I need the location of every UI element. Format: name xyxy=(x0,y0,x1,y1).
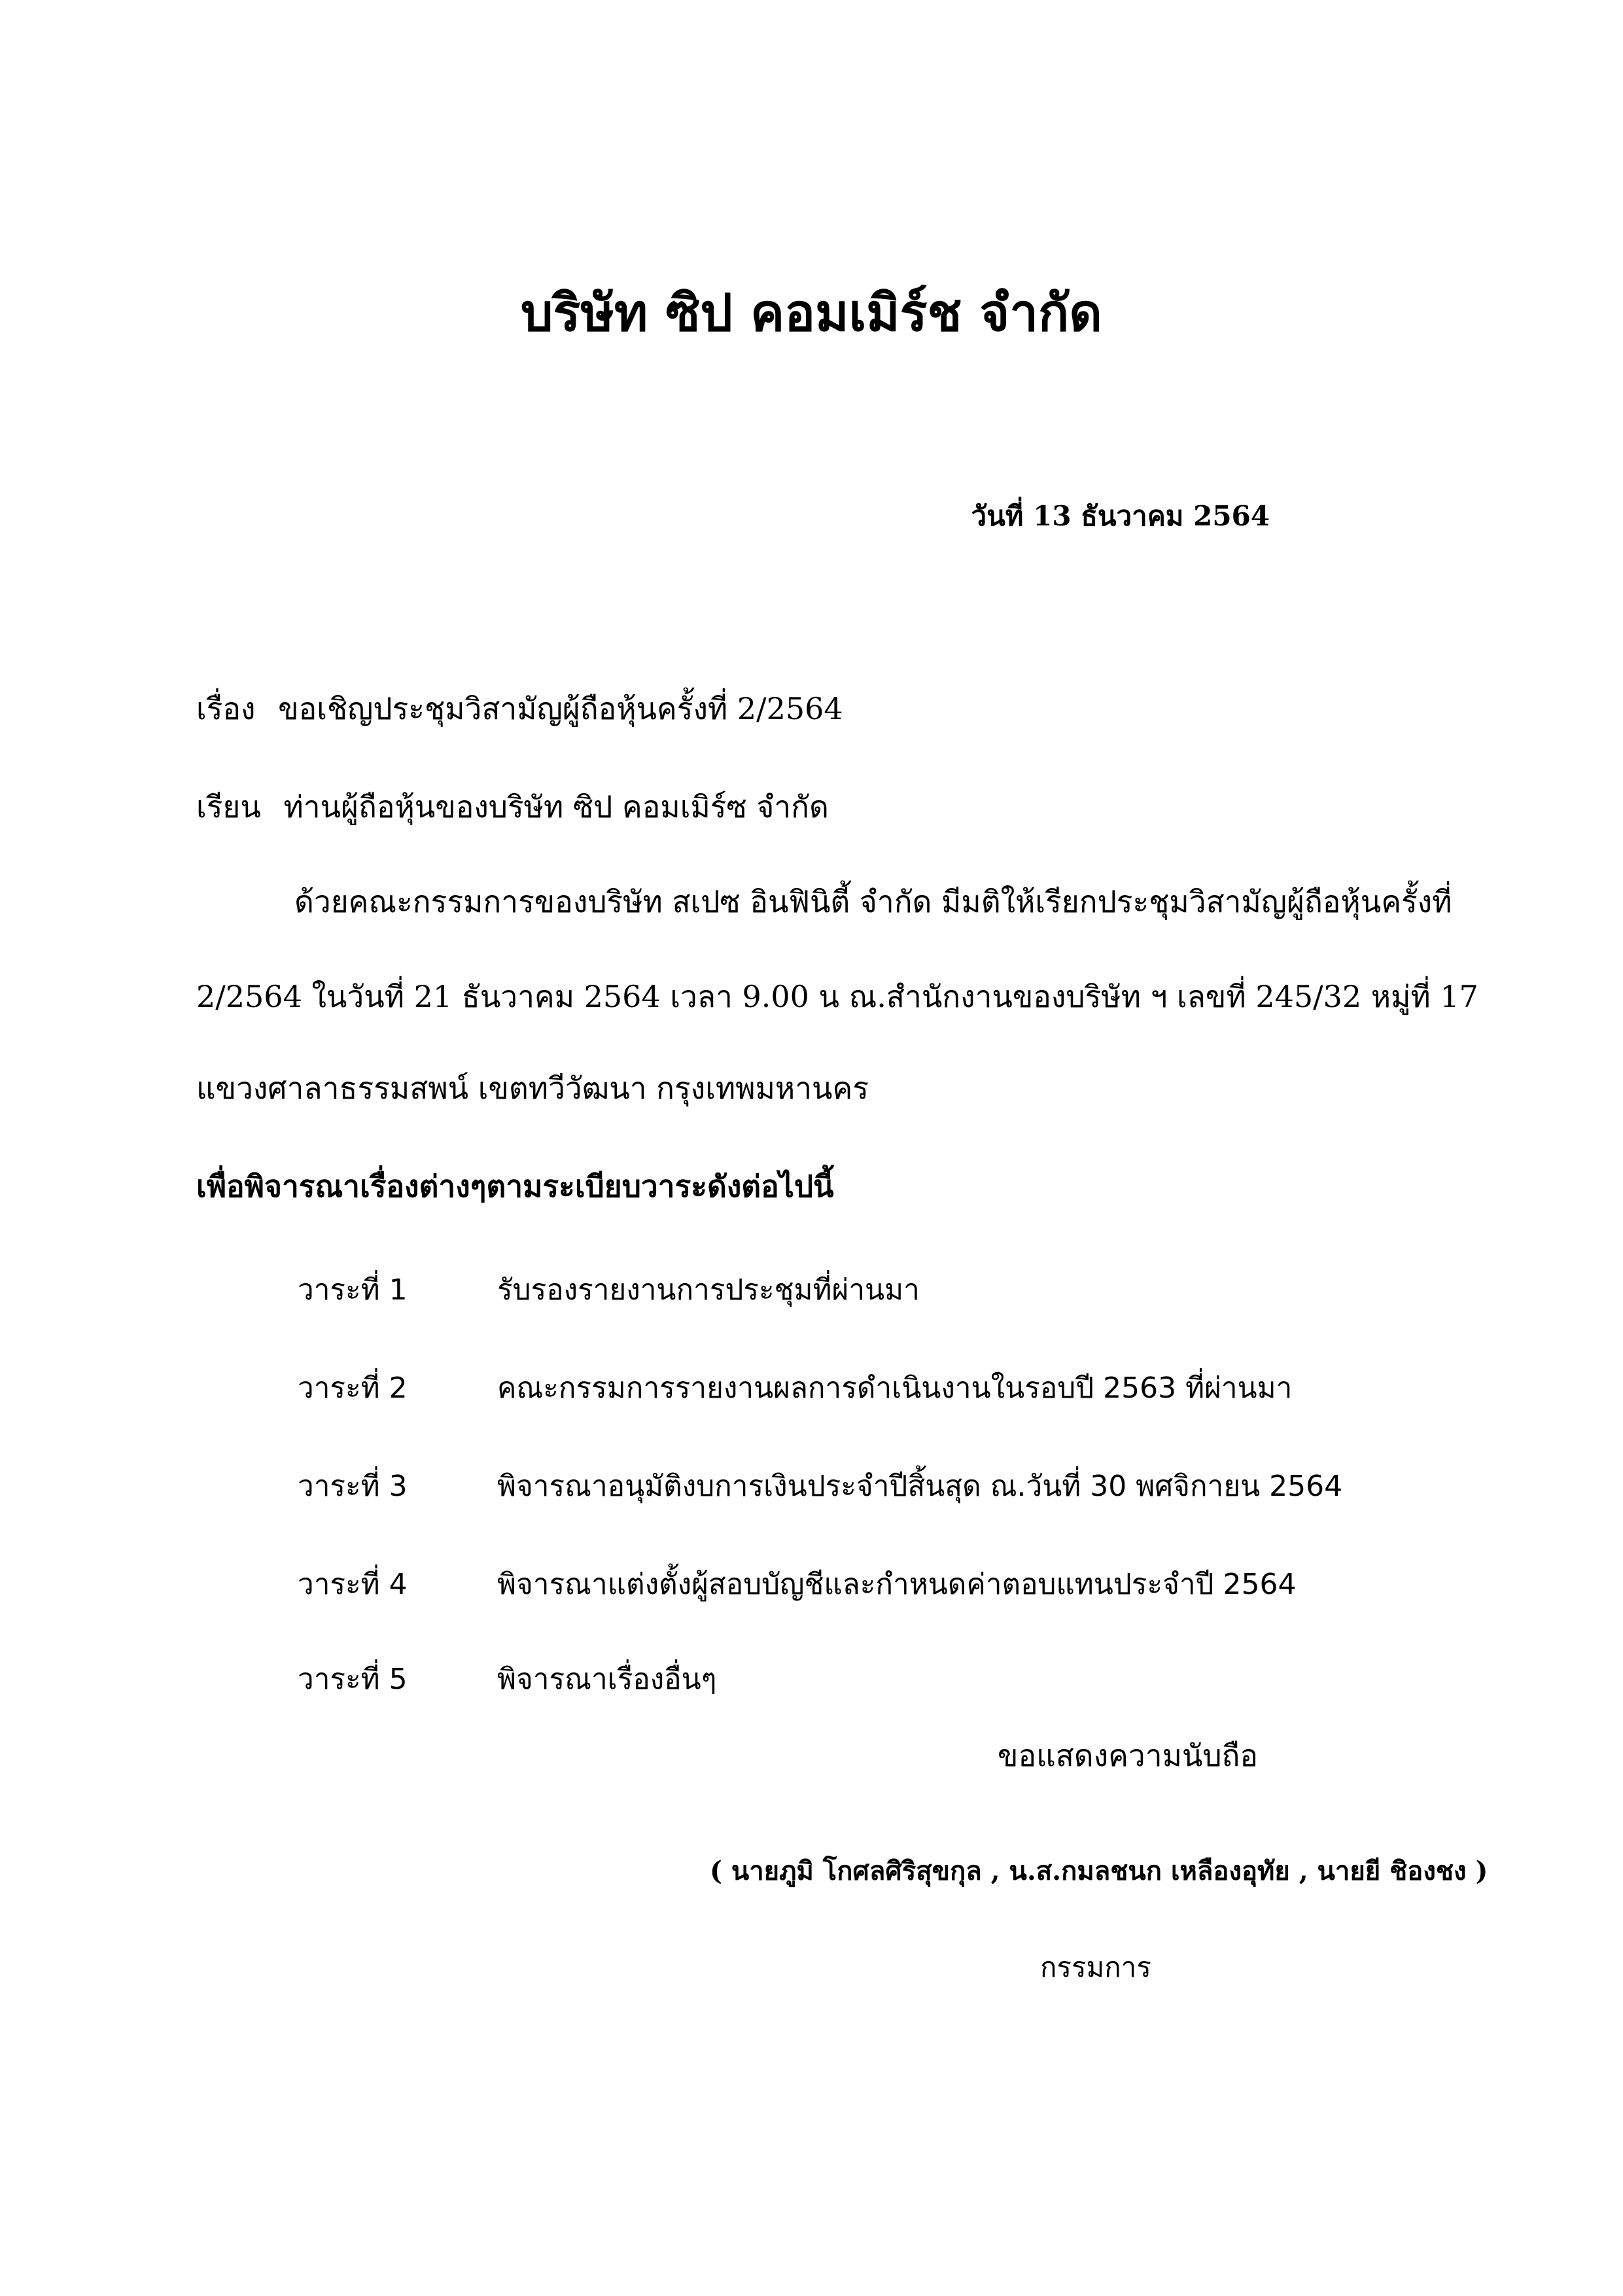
agenda-intro: เพื่อพิจารณาเรื่องต่างๆตามระเบียบวาระดังต่อไปนี้ xyxy=(196,1169,834,1204)
subject-text: ขอเชิญประชุมวิสามัญผู้ถือหุ้นครั้งที่ 2/2564 xyxy=(278,691,843,726)
recipient-text: ท่านผู้ถือหุ้นของบริษัท ซิป คอมเมิร์ซ จำกัด xyxy=(283,789,829,824)
body-paragraph-line-2: 2/2564 ในวันที่ 21 ธันวาคม 2564 เวลา 9.00 น ณ.สำนักงานของบริษัท ฯ เลขที่ 245/32 หมู่ที่ 17 xyxy=(196,979,1478,1014)
agenda-number: วาระที่ 4 xyxy=(298,1568,408,1601)
closing-salutation: ขอแสดงความนับถือ xyxy=(998,1738,1259,1773)
subject-label: เรื่อง xyxy=(196,691,256,726)
document-date: วันที่ 13 ธันวาคม 2564 xyxy=(971,500,1270,532)
recipient-label: เรียน xyxy=(196,789,261,824)
agenda-text: รับรองรายงานการประชุมที่ผ่านมา xyxy=(497,1273,920,1307)
body-paragraph-line-3: แขวงศาลาธรรมสพน์ เขตทวีวัฒนา กรุงเทพมหานคร xyxy=(196,1070,869,1106)
agenda-text: พิจารณาอนุมัติงบการเงินประจำปีสิ้นสุด ณ.วันที่ 30 พศจิกายน 2564 xyxy=(497,1470,1343,1503)
recipient-line xyxy=(196,789,829,824)
agenda-number: วาระที่ 3 xyxy=(298,1470,408,1503)
signer-position: กรรมการ xyxy=(1040,1951,1151,1983)
company-title: บริษัท ซิป คอมเมิร์ช จำกัด xyxy=(521,283,1102,343)
agenda-text: พิจารณาแต่งตั้งผู้สอบบัญชีและกำหนดค่าตอบแทนประจำปี 2564 xyxy=(497,1568,1297,1601)
signers-line: ( นายภูมิ โกศลศิริสุขกุล , น.ส.กมลชนก เหลืองอุทัย , นายยี ชิองชง ) xyxy=(710,1856,1488,1886)
agenda-number: วาระที่ 5 xyxy=(298,1663,408,1696)
body-paragraph-line-1: ด้วยคณะกรรมการของบริษัท สเปซ อินฟินิตี้ จำกัด มีมติให้เรียกประชุมวิสามัญผู้ถือหุ้นครั้งที่ xyxy=(294,884,1452,919)
agenda-number: วาระที่ 2 xyxy=(298,1371,408,1405)
subject-line xyxy=(196,691,843,726)
agenda-number: วาระที่ 1 xyxy=(298,1273,408,1307)
agenda-text: คณะกรรมการรายงานผลการดำเนินงานในรอบปี 2563 ที่ผ่านมา xyxy=(497,1371,1293,1405)
agenda-text: พิจารณาเรื่องอื่นๆ xyxy=(497,1663,717,1696)
